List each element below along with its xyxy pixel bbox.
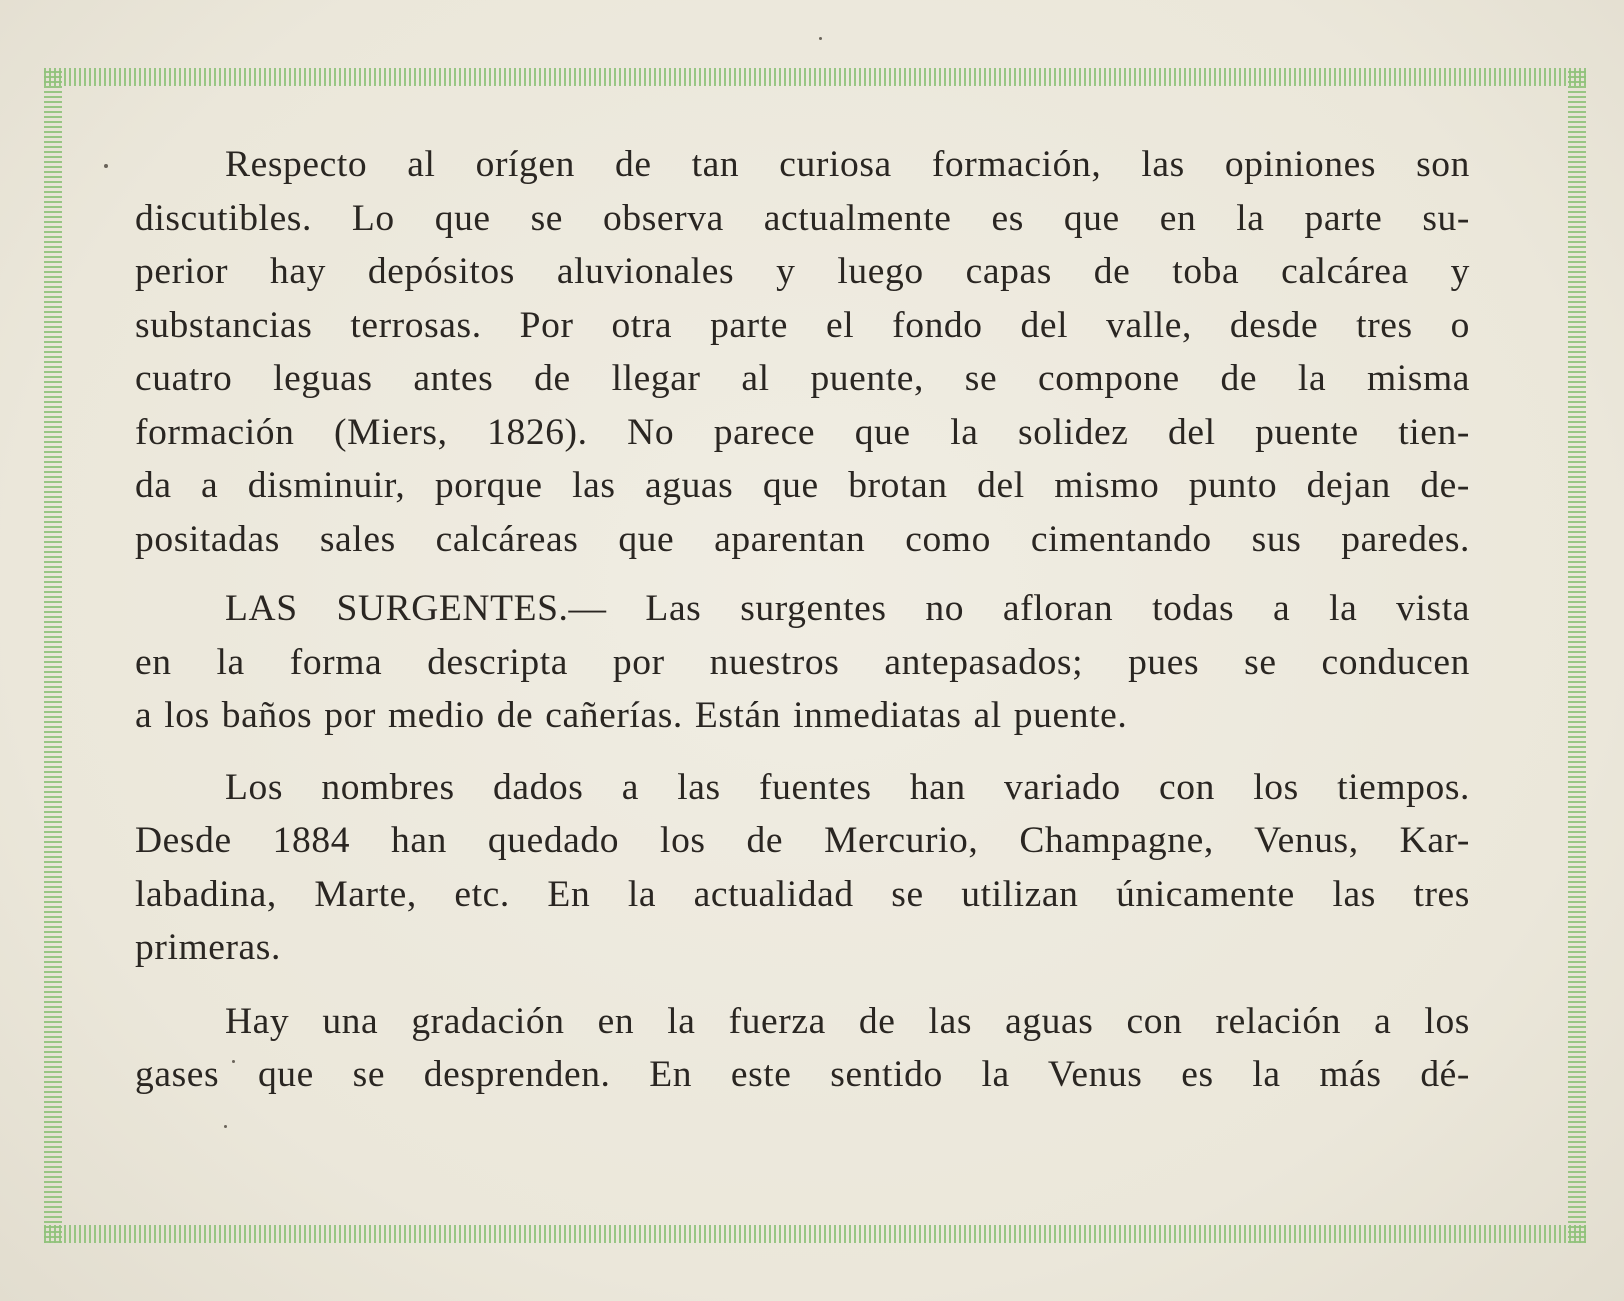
paragraph-gradacion <box>135 995 1470 1102</box>
border-top <box>44 68 1586 86</box>
border-right <box>1568 68 1586 1243</box>
text-line: formación (Miers, 1826). No parece que la solidez del puente tien- <box>135 411 1470 453</box>
text-line: cuatro leguas antes de llegar al puente, se compone de la misma <box>135 358 1470 399</box>
text-line: substancias terrosas. Por otra parte el fondo del valle, desde tres o <box>135 304 1470 346</box>
border-left <box>44 68 62 1243</box>
text-line: Desde 1884 han quedado los de Mercurio, Champagne, Venus, Kar- <box>135 820 1470 861</box>
text-line: Los nombres dados a las fuentes han variado con los tiempos. <box>225 766 1470 808</box>
border-bottom <box>44 1225 1586 1243</box>
text-line: en la forma descripta por nuestros antepasados; pues se conducen <box>135 641 1470 683</box>
text-line: gases que se desprenden. En este sentido la Venus es la más dé- <box>135 1054 1470 1095</box>
paragraph-origin <box>135 138 1470 566</box>
text-line: positadas sales calcáreas que aparentan como cimentando sus paredes. <box>135 518 1470 560</box>
body-text <box>135 138 1470 1102</box>
text-line: perior hay depósitos aluvionales y luego capas de toba calcárea y <box>135 251 1470 292</box>
text-line: Hay una gradación en la fuerza de las aguas con relación a los <box>225 1000 1470 1042</box>
text-line: primeras. <box>135 927 281 968</box>
paragraph-surgentes <box>135 582 1470 743</box>
paper-speck <box>819 37 822 40</box>
paragraph-nombres <box>135 761 1470 975</box>
paper-speck <box>104 164 108 168</box>
text-line: a los baños por medio de cañerías. Están inmediatas al puente. <box>135 695 1128 736</box>
text-line: discutibles. Lo que se observa actualmente es que en la parte su- <box>135 197 1470 239</box>
text-line: LAS SURGENTES.— Las surgentes no afloran todas a la vista <box>225 588 1470 629</box>
paper-speck <box>224 1125 227 1128</box>
text-line: da a disminuir, porque las aguas que brotan del mismo punto dejan de- <box>135 465 1470 506</box>
text-line: Respecto al orígen de tan curiosa formación, las opiniones son <box>225 144 1470 185</box>
text-line: labadina, Marte, etc. En la actualidad se utilizan únicamente las tres <box>135 873 1470 915</box>
